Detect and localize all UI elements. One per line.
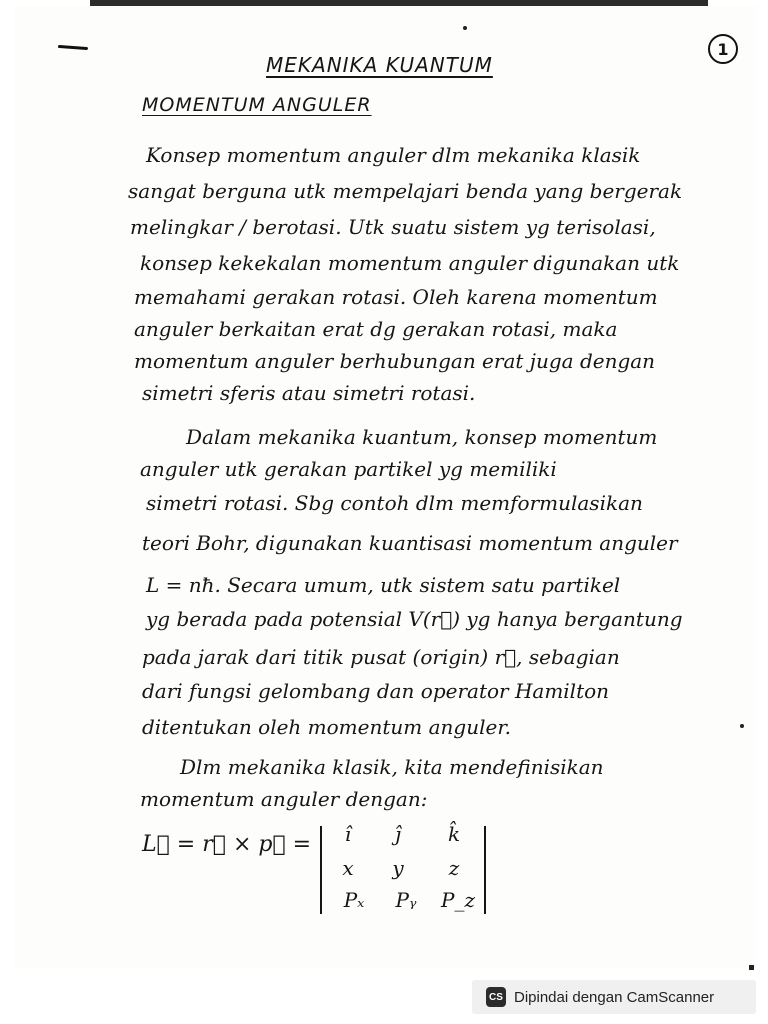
text-line: teori Bohr, digunakan kuantisasi momentum anguler — [142, 531, 678, 555]
text-line: momentum anguler berhubungan erat juga dengan — [134, 349, 656, 373]
matrix-cell: z — [448, 856, 460, 880]
matrix-cell: ĵ — [394, 822, 402, 846]
text-line: simetri sferis atau simetri rotasi. — [142, 381, 476, 405]
text-line: simetri rotasi. Sbg contoh dlm memformulasikan — [146, 491, 643, 515]
formula-lhs: L⃗ = r⃗ × p⃗ = — [142, 832, 312, 857]
determinant-bar-left — [320, 826, 322, 914]
text-line: pada jarak dari titik pusat (origin) r⃗, sebagian — [142, 645, 620, 669]
text-line: dari fungsi gelombang dan operator Hamilton — [142, 679, 610, 703]
page-title: MEKANIKA KUANTUM — [266, 53, 493, 77]
text-line: momentum anguler dengan: — [140, 787, 428, 811]
matrix-cell: y — [392, 856, 404, 880]
text-line: Dlm mekanika klasik, kita mendefinisikan — [180, 755, 604, 779]
angular-momentum-formula — [142, 818, 502, 918]
camscanner-watermark — [472, 980, 756, 1014]
section-heading: MOMENTUM ANGULER — [142, 94, 372, 116]
matrix-cell: k̂ — [447, 822, 461, 846]
text-line: melingkar / berotasi. Utk suatu sistem yg terisolasi, — [130, 215, 656, 239]
camscanner-logo-icon: CS — [486, 987, 506, 1007]
matrix-cell: P_z — [441, 888, 475, 912]
margin-dot — [749, 965, 754, 970]
matrix-cell: î — [344, 822, 352, 846]
text-line: anguler utk gerakan partikel yg memiliki — [140, 457, 557, 481]
margin-dot — [463, 26, 467, 30]
watermark-text: Dipindai dengan CamScanner — [514, 988, 715, 1006]
matrix-cell: x — [342, 856, 354, 880]
text-line: Konsep momentum anguler dlm mekanika klasik — [146, 143, 641, 167]
text-line: memahami gerakan rotasi. Oleh karena momentum — [134, 285, 658, 309]
text-line: yg berada pada potensial V(r⃗) yg hanya bergantung — [146, 607, 683, 631]
text-line: ditentukan oleh momentum anguler. — [142, 715, 512, 739]
matrix-cell: Pₓ — [343, 888, 365, 912]
matrix-cell: Pᵧ — [395, 888, 417, 912]
determinant-bar-right — [484, 826, 486, 914]
margin-dot — [740, 724, 744, 728]
text-line: sangat berguna utk mempelajari benda yang bergerak — [128, 179, 683, 203]
text-line: Dalam mekanika kuantum, konsep momentum — [186, 425, 658, 449]
text-line: konsep kekekalan momentum anguler digunakan utk — [140, 251, 680, 275]
page-number: 1 — [708, 34, 738, 64]
text-line: anguler berkaitan erat dg gerakan rotasi, maka — [134, 317, 618, 341]
text-line: L = nħ. Secara umum, utk sistem satu partikel — [146, 573, 621, 597]
